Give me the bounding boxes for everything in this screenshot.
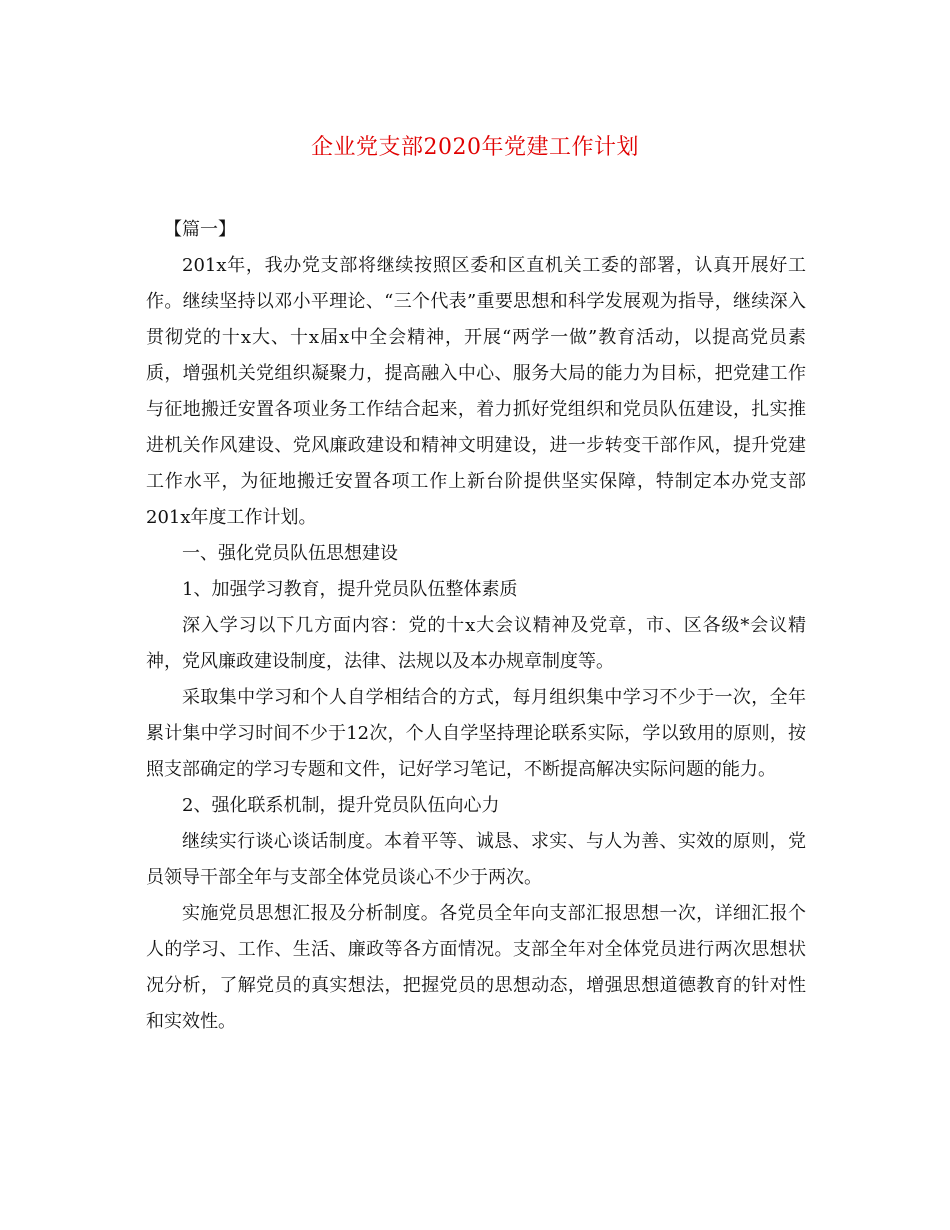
intro-paragraph: 201x年，我办党支部将继续按照区委和区直机关工委的部署，认真开展好工作。继续坚持以邓小平理论、“三个代表”重要思想和科学发展观为指导，继续深入贯彻党的十x大、十x届x中全会精神，开展“两学一做”教育活动，以提高党员素质，增强机关党组织凝聚力，提高融入中心、服务大局的能力为目标，把党建工作与征地搬迁安置各项业务工作结合起来，着力抓好党组织和党员队伍建设，扎实推进机关作风建设、党风廉政建设和精神文明建设，进一步转变干部作风，提升党建工作水平，为征地搬迁安置各项工作上新台阶提供坚实保障，特制定本办党支部201x年度工作计划。: [146, 255, 806, 528]
paragraph: 继续实行谈心谈话制度。本着平等、诚恳、求实、与人为善、实效的原则，党员领导干部全年与支部全体党员谈心不少于两次。: [146, 831, 806, 888]
document-title: 企业党支部2020年党建工作计划: [311, 135, 639, 160]
paragraph: 深入学习以下几方面内容：党的十x大会议精神及党章，市、区各级*会议精神，党风廉政建设制度，法律、法规以及本办规章制度等。: [146, 615, 806, 672]
section-label: 【篇一】: [164, 219, 236, 240]
document-body: [146, 212, 806, 1040]
subheading-2: 2、强化联系机制，提升党员队伍向心力: [182, 795, 500, 816]
paragraph: 实施党员思想汇报及分析制度。各党员全年向支部汇报思想一次，详细汇报个人的学习、工作、生活、廉政等各方面情况。支部全年对全体党员进行两次思想状况分析，了解党员的真实想法，把握党员的思想动态，增强思想道德教育的针对性和实效性。: [146, 903, 806, 1032]
subheading-1: 1、加强学习教育，提升党员队伍整体素质: [182, 579, 518, 600]
heading-1: 一、强化党员队伍思想建设: [182, 543, 398, 564]
paragraph: 采取集中学习和个人自学相结合的方式，每月组织集中学习不少于一次，全年累计集中学习时间不少于12次，个人自学坚持理论联系实际，学以致用的原则，按照支部确定的学习专题和文件，记好学习笔记，不断提高解决实际问题的能力。: [146, 687, 806, 780]
